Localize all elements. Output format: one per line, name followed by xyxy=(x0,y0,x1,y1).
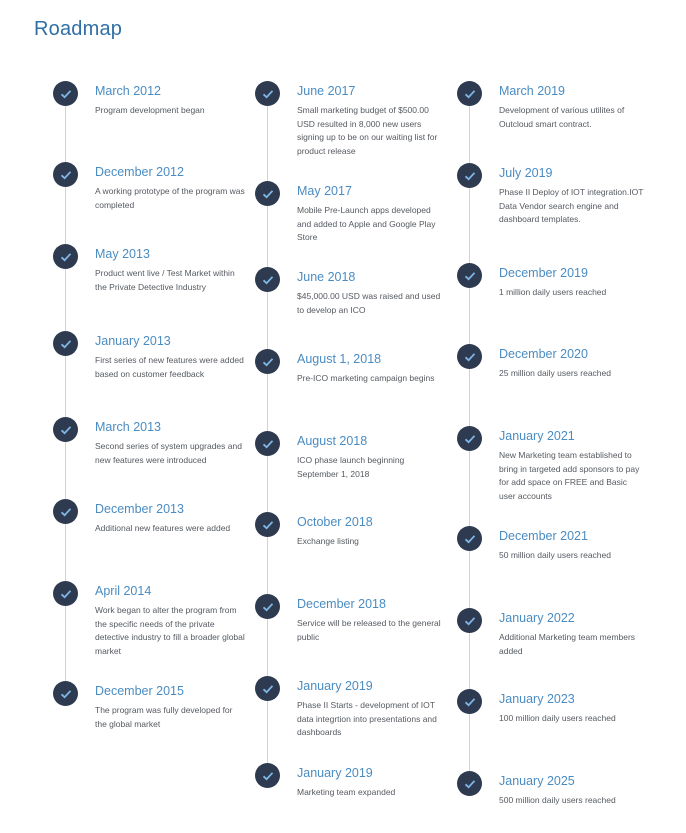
check-icon xyxy=(457,426,482,451)
milestone-description: Additional new features were added xyxy=(95,523,231,533)
check-icon xyxy=(255,594,280,619)
milestone-description: 50 million daily users reached xyxy=(499,550,611,560)
milestone-date: April 2014 xyxy=(95,584,152,598)
check-icon xyxy=(457,263,482,288)
check-icon xyxy=(53,499,78,524)
milestone-description: 1 million daily users reached xyxy=(499,287,607,297)
milestone-description: First series of new features were added based on customer feedback xyxy=(95,355,244,379)
milestone-description: New Marketing team established to bring in targeted add sponsors to pay for add space on FREE and Basic user accounts xyxy=(499,450,640,501)
check-icon xyxy=(53,162,78,187)
milestone-date: December 2015 xyxy=(95,684,184,698)
milestone-date: August 1, 2018 xyxy=(297,352,382,366)
check-icon xyxy=(53,81,78,106)
timeline-column-1 xyxy=(53,0,263,833)
check-icon xyxy=(53,244,78,269)
milestone-description: A working prototype of the program was completed xyxy=(95,186,245,210)
milestone-description: The program was fully developed for the global market xyxy=(95,705,233,729)
check-icon xyxy=(255,676,280,701)
milestone-description: Additional Marketing team members added xyxy=(499,632,636,656)
check-icon xyxy=(457,689,482,714)
milestone-date: January 2022 xyxy=(499,611,575,625)
check-icon xyxy=(53,417,78,442)
milestone-date: March 2012 xyxy=(95,84,162,98)
check-icon xyxy=(457,163,482,188)
milestone-description: Exchange listing xyxy=(297,536,359,546)
page-title: Roadmap xyxy=(34,18,123,40)
check-icon xyxy=(457,344,482,369)
milestone-date: December 2021 xyxy=(499,529,588,543)
milestone-description: Program development began xyxy=(95,105,205,115)
milestone-date: June 2018 xyxy=(297,270,356,284)
milestone-description: Pre-ICO marketing campaign begins xyxy=(297,373,435,383)
milestone-description: $45,000.00 USD was raised and used to develop an ICO xyxy=(297,291,441,315)
milestone-date: January 2021 xyxy=(499,429,575,443)
milestone-date: December 2012 xyxy=(95,165,184,179)
timeline-column-2 xyxy=(255,0,465,833)
milestone-description: Product went live / Test Market within the Private Detective Industry xyxy=(95,268,235,292)
milestone-date: December 2018 xyxy=(297,597,386,611)
milestone-date: June 2017 xyxy=(297,84,356,98)
milestone-description: Service will be released to the general public xyxy=(297,618,441,642)
milestone-description: Development of various utilites of Outcloud smart contract. xyxy=(499,105,625,129)
milestone-date: January 2013 xyxy=(95,334,171,348)
milestone-date: December 2019 xyxy=(499,266,588,280)
milestone-description: Phase II Starts - development of IOT data integrtion into presentations and dashboards xyxy=(297,700,437,737)
milestone-date: December 2020 xyxy=(499,347,588,361)
milestone-date: August 2018 xyxy=(297,434,368,448)
milestone-date: July 2019 xyxy=(499,166,553,180)
timeline-column-3 xyxy=(457,0,667,833)
check-icon xyxy=(255,431,280,456)
milestone-description: Small marketing budget of $500.00 USD resulted in 8,000 new users signing up to be on our waiting list for product release xyxy=(297,105,438,156)
milestone-description: 500 million daily users reached xyxy=(499,795,616,805)
milestone-description: Second series of system upgrades and new features were introduced xyxy=(95,441,242,465)
check-icon xyxy=(255,181,280,206)
check-icon xyxy=(457,526,482,551)
milestone-date: January 2025 xyxy=(499,774,575,788)
check-icon xyxy=(53,681,78,706)
check-icon xyxy=(53,331,78,356)
check-icon xyxy=(53,581,78,606)
milestone-date: May 2017 xyxy=(297,184,352,198)
milestone-date: January 2019 xyxy=(297,766,373,780)
milestone-date: January 2023 xyxy=(499,692,575,706)
check-icon xyxy=(457,771,482,796)
check-icon xyxy=(255,763,280,788)
milestone-description: ICO phase launch beginning September 1, 2018 xyxy=(297,455,405,479)
check-icon xyxy=(255,267,280,292)
milestone-description: 100 million daily users reached xyxy=(499,713,616,723)
milestone-date: January 2019 xyxy=(297,679,373,693)
check-icon xyxy=(255,349,280,374)
check-icon xyxy=(457,608,482,633)
milestone-date: March 2013 xyxy=(95,420,162,434)
milestone-description: Phase II Deploy of IOT integration.IOT Data Vendor search engine and dashboard templates. xyxy=(499,187,644,224)
milestone-date: May 2013 xyxy=(95,247,150,261)
milestone-description: Mobile Pre-Launch apps developed and added to Apple and Google Play Store xyxy=(297,205,436,242)
check-icon xyxy=(255,81,280,106)
milestone-date: October 2018 xyxy=(297,515,373,529)
milestone-description: Marketing team expanded xyxy=(297,787,396,797)
milestone-date: December 2013 xyxy=(95,502,184,516)
milestone-description: Work began to alter the program from the specific needs of the private detective industry to fill a broader global market xyxy=(95,605,245,656)
check-icon xyxy=(457,81,482,106)
milestone-date: March 2019 xyxy=(499,84,566,98)
check-icon xyxy=(255,512,280,537)
milestone-description: 25 million daily users reached xyxy=(499,368,611,378)
